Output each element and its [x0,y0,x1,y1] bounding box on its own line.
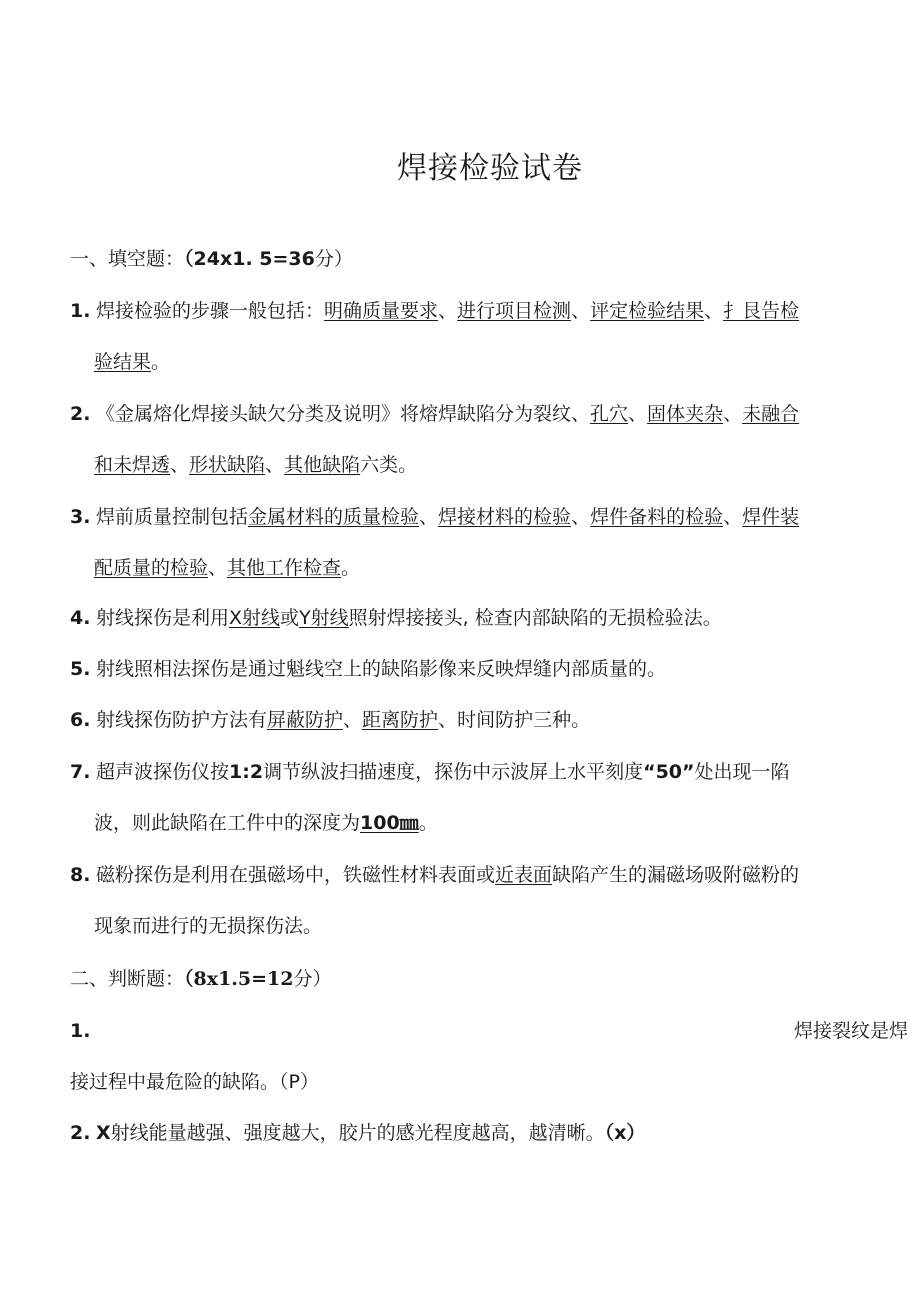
period: 。 [341,557,361,579]
question-text: 焊前质量控制包括 [96,506,249,528]
question-number: 4. [70,607,91,629]
question-2-cont [94,451,417,479]
question-text: 处出现一陷 [694,761,790,783]
question-text: 调节纵波扫描速度，探伤中示波屏上水平刻度 [263,761,644,783]
question-number: 1. [70,300,91,322]
question-text: 射线探伤是利用 [96,607,230,629]
section-2-score: 8x1.5=12 [193,968,294,990]
ratio-value: 1:2 [229,761,264,783]
question-8-cont [94,912,322,940]
judgment-1 [70,1017,96,1045]
separator: 、 [723,506,743,528]
answer-blank: 焊件装 [742,506,800,528]
section-1-score: 24x1. 5=36 [193,248,315,270]
section-1-score-unit: 分） [314,248,353,270]
answer-blank: 形状缺陷 [189,454,266,476]
answer-blank: 100㎜ [360,812,419,834]
x-ray-letter: X [96,1122,111,1144]
question-number: 5. [70,658,91,680]
answer-blank: 金属材料的质量检验 [248,506,420,528]
question-text: 射线探伤防护方法有 [96,709,268,731]
question-8 [70,861,799,889]
section-1-label: 一、填空题： [70,248,185,270]
question-7-cont [94,809,438,837]
answer-blank: 焊件备料的检验 [590,506,724,528]
period: 。 [151,351,171,373]
question-text: 照射焊接接头, 检查内部缺陷的无损检验法。 [348,607,722,629]
answer-blank: 和未焊透 [94,454,171,476]
separator: 、 [723,403,743,425]
question-text: 《金属熔化焊接头缺欠分类及说明》将熔焊缺陷分为裂纹、 [96,403,591,425]
question-text: 超声波探伤仪按 [96,761,230,783]
question-text: 、时间防护三种。 [438,709,591,731]
question-3-cont [94,554,360,582]
question-text: 焊接检验的步骤一般包括： [96,300,325,322]
question-number: 7. [70,761,91,783]
answer-blank: 其他缺陷 [284,454,361,476]
answer-blank: 焊接材料的检验 [438,506,572,528]
scale-value: “50” [643,761,695,783]
separator: 、 [438,300,458,322]
question-6 [70,706,590,734]
answer-blank: 近表面 [495,864,553,886]
question-7 [70,758,790,786]
separator: 、 [704,300,724,322]
question-text: 六类。 [360,454,418,476]
judgment-1-cont [70,1068,319,1096]
question-number: 6. [70,709,91,731]
separator: 、 [343,709,363,731]
separator: 、 [628,403,648,425]
question-3 [70,503,799,531]
separator: 、 [208,557,228,579]
question-number: 1. [70,1020,91,1042]
question-text: 磁粉探伤是利用在强磁场中，铁磁性材料表面或 [96,864,496,886]
answer-blank: 屏蔽防护 [267,709,344,731]
separator: 、 [170,454,190,476]
question-1-cont [94,348,170,376]
answer-blank: 评定检验结果 [590,300,705,322]
answer-blank: 未融合 [742,403,800,425]
question-text: 波，则此缺陷在工件中的深度为 [94,812,361,834]
question-4 [70,604,722,632]
answer-blank: 验结果 [94,351,152,373]
answer-blank: 配质量的检验 [94,557,209,579]
question-text: 射线照相法探伤是通过魁线空上的缺陷影像来反映焊缝内部质量的。 [96,658,667,680]
answer-blank: 孔穴 [590,403,629,425]
judgment-2 [70,1119,645,1147]
question-number: 2. [70,403,91,425]
question-2 [70,400,799,428]
answer-blank: 扌艮告检 [723,300,800,322]
answer-blank: 距离防护 [362,709,439,731]
answer-mark: （P） [279,1071,319,1093]
separator: 、 [419,506,439,528]
question-text: 射线能量越强、强度越大，胶片的感光程度越高，越清晰。 [110,1122,605,1144]
section-2-heading [70,965,332,993]
page-title: 焊接检验试卷 [397,151,583,186]
answer-mark: （x） [604,1122,646,1144]
question-text: 现象而进行的无损探伤法。 [94,915,323,937]
question-number: 2. [70,1122,91,1144]
section-1-heading [70,245,353,273]
answer-blank: 固体夹杂 [647,403,724,425]
question-number: 3. [70,506,91,528]
section-1-score-open: （ [184,248,194,270]
answer-blank: Y射线 [299,607,349,629]
question-number: 8. [70,864,91,886]
period: 。 [418,812,438,834]
separator: 、 [571,300,591,322]
section-2-score-open: （ [184,968,194,990]
section-2-score-unit: 分） [293,968,332,990]
answer-blank: 明确质量要求 [324,300,439,322]
separator: 、 [265,454,285,476]
answer-blank: X射线 [229,607,281,629]
question-text: 接过程中最危险的缺陷。 [70,1071,280,1093]
separator: 、 [571,506,591,528]
judgment-1-text-right: 焊接裂纹是焊 [793,1020,908,1042]
question-text: 或 [280,607,300,629]
answer-blank: 进行项目检测 [457,300,572,322]
question-5 [70,655,666,683]
question-text: 缺陷产生的漏磁场吸附磁粉的 [552,864,800,886]
section-2-label: 二、判断题： [70,968,185,990]
answer-blank: 其他工作检查 [227,557,342,579]
question-1 [70,297,799,325]
